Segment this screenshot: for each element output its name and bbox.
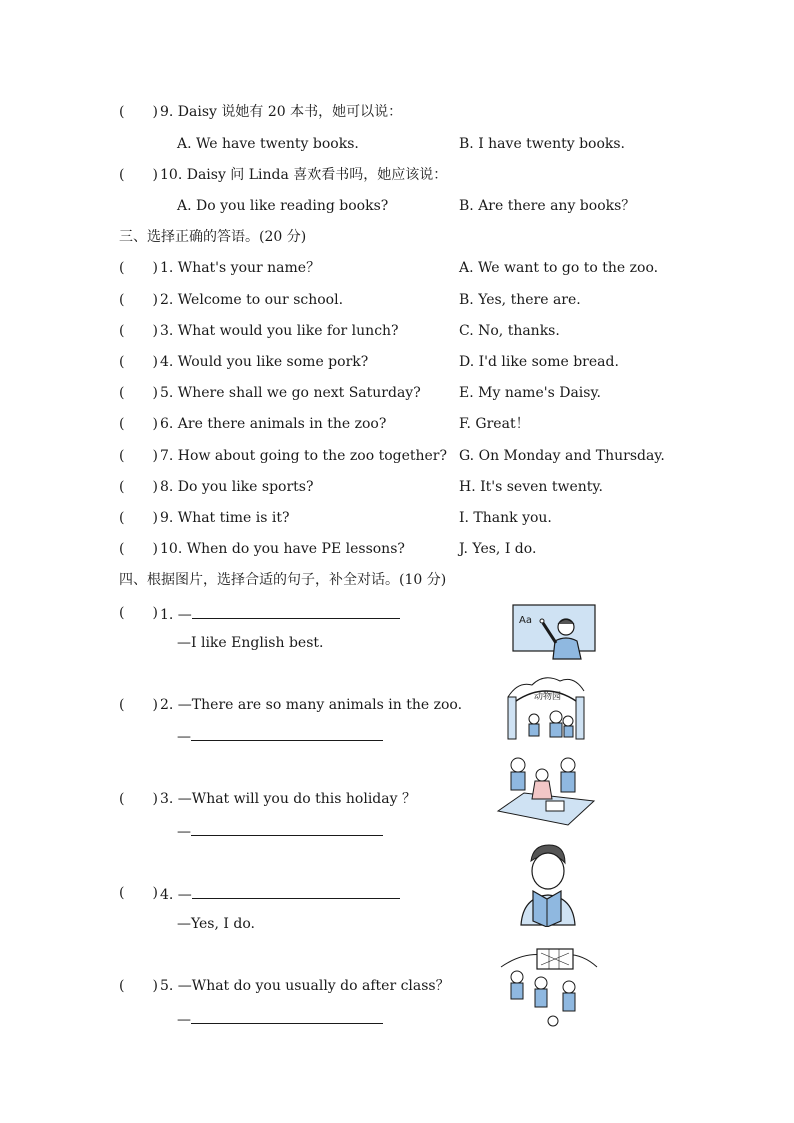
question-10-prompt: 10. Daisy 问 Linda 喜欢看书吗，她应该说： xyxy=(160,167,448,183)
part3-answer-option: H. It's seven twenty. xyxy=(459,479,603,495)
part3-question: 8. Do you like sports? xyxy=(160,479,314,495)
part3-question: 5. Where shall we go next Saturday? xyxy=(160,385,421,401)
dialog-1-line2: —I like English best. xyxy=(177,635,324,651)
part3-answer-option: C. No, thanks. xyxy=(459,323,560,339)
answer-paren[interactable]: ( ) xyxy=(119,885,158,901)
part3-question: 2. Welcome to our school. xyxy=(160,292,344,308)
answer-blank[interactable] xyxy=(191,1009,383,1024)
answer-blank[interactable] xyxy=(192,884,400,899)
part3-answer-option: B. Yes, there are. xyxy=(459,292,581,308)
football-illustration xyxy=(497,945,599,1031)
question-9-prompt: 9. Daisy 说她有 20 本书，她可以说： xyxy=(160,104,403,120)
dialog-3-line2 xyxy=(177,821,383,841)
part3-answer-option: J. Yes, I do. xyxy=(459,541,537,557)
part3-question: 3. What would you like for lunch? xyxy=(160,323,399,339)
answer-paren[interactable]: ( ) xyxy=(119,978,158,994)
part3-answer-option: G. On Monday and Thursday. xyxy=(459,448,665,464)
section-3-heading: 三、选择正确的答语。(20 分) xyxy=(119,229,307,245)
answer-paren[interactable]: ( ) xyxy=(119,354,158,370)
dialog-4-line1-text: 4. — xyxy=(160,887,192,903)
answer-paren[interactable]: ( ) xyxy=(119,385,158,401)
answer-paren[interactable]: ( ) xyxy=(119,292,158,308)
dialog-5-line1: 5. —What do you usually do after class？ xyxy=(160,978,450,994)
part3-answer-option: I. Thank you. xyxy=(459,510,552,526)
q10-option-a[interactable]: A. Do you like reading books? xyxy=(177,198,389,214)
answer-paren[interactable]: ( ) xyxy=(119,479,158,495)
dialog-2-line2-text: — xyxy=(177,729,191,745)
svg-text:Aa: Aa xyxy=(519,615,532,626)
answer-paren[interactable]: ( ) xyxy=(119,323,158,339)
dialog-2-line2 xyxy=(177,726,383,746)
boy-reading-illustration xyxy=(517,841,577,927)
dialog-5-line2-text: — xyxy=(177,1012,191,1028)
answer-paren[interactable]: ( ) xyxy=(119,104,158,120)
zoo-sign-text: 动物园 xyxy=(534,692,562,702)
part3-answer-option: A. We want to go to the zoo. xyxy=(459,260,659,276)
answer-paren[interactable]: ( ) xyxy=(119,448,158,464)
dialog-3-line1: 3. —What will you do this holiday ？ xyxy=(160,791,416,807)
q9-option-a[interactable]: A. We have twenty books. xyxy=(177,136,359,152)
answer-paren[interactable]: ( ) xyxy=(119,791,158,807)
section-4-heading: 四、根据图片，选择合适的句子，补全对话。(10 分) xyxy=(119,572,447,588)
part3-question: 4. Would you like some pork? xyxy=(160,354,369,370)
dialog-3-line2-text: — xyxy=(177,824,191,840)
answer-paren[interactable]: ( ) xyxy=(119,167,158,183)
part3-answer-option: F. Great！ xyxy=(459,416,530,432)
part3-question: 7. How about going to the zoo together? xyxy=(160,448,447,464)
teacher-blackboard-illustration xyxy=(511,603,597,661)
dialog-4-line1 xyxy=(160,884,400,904)
part3-answer-option: E. My name's Daisy. xyxy=(459,385,601,401)
zoo-gate-illustration xyxy=(504,667,588,743)
answer-paren[interactable]: ( ) xyxy=(119,605,158,621)
dialog-4-line2: —Yes, I do. xyxy=(177,916,255,932)
answer-paren[interactable]: ( ) xyxy=(119,541,158,557)
part3-question: 9. What time is it? xyxy=(160,510,290,526)
answer-paren[interactable]: ( ) xyxy=(119,697,158,713)
part3-answer-option: D. I'd like some bread. xyxy=(459,354,619,370)
dialog-1-line1-text: 1. — xyxy=(160,607,192,623)
part3-question: 10. When do you have PE lessons? xyxy=(160,541,405,557)
dialog-2-line1: 2. —There are so many animals in the zoo. xyxy=(160,697,463,713)
q9-option-b[interactable]: B. I have twenty books. xyxy=(459,136,626,152)
part3-question: 1. What's your name？ xyxy=(160,260,321,276)
answer-paren[interactable]: ( ) xyxy=(119,510,158,526)
answer-blank[interactable] xyxy=(191,821,383,836)
answer-blank[interactable] xyxy=(191,726,383,741)
answer-paren[interactable]: ( ) xyxy=(119,416,158,432)
answer-paren[interactable]: ( ) xyxy=(119,260,158,276)
dialog-1-line1 xyxy=(160,604,400,624)
picnic-illustration xyxy=(496,753,596,829)
part3-question: 6. Are there animals in the zoo? xyxy=(160,416,387,432)
dialog-5-line2 xyxy=(177,1009,383,1029)
q10-option-b[interactable]: B. Are there any books？ xyxy=(459,198,636,214)
answer-blank[interactable] xyxy=(192,604,400,619)
